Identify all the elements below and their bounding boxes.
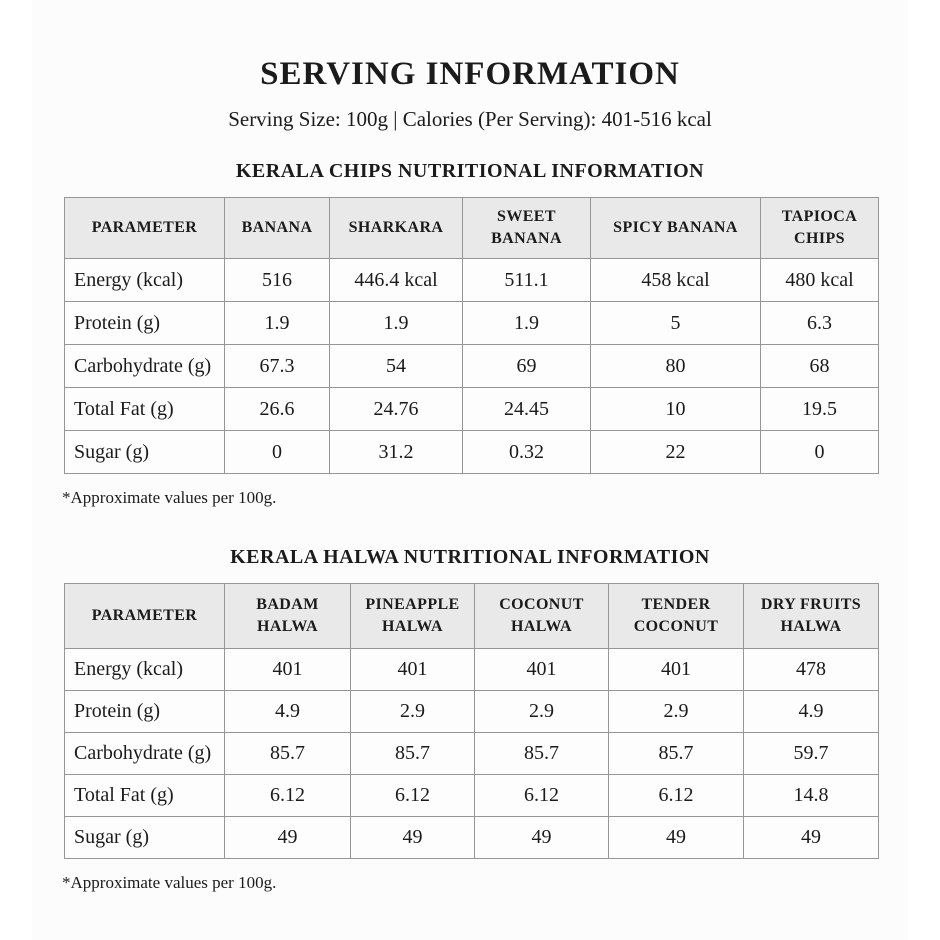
column-header-parameter: PARAMETER bbox=[65, 198, 225, 259]
data-cell: 1.9 bbox=[463, 302, 591, 345]
table-row-carbohydrate bbox=[65, 345, 879, 388]
row-label: Carbohydrate (g) bbox=[65, 733, 225, 775]
data-cell: 401 bbox=[351, 649, 475, 691]
column-header-tapioca-chips: TAPIOCA CHIPS bbox=[761, 198, 879, 259]
data-cell: 401 bbox=[475, 649, 609, 691]
data-cell: 446.4 kcal bbox=[330, 259, 463, 302]
column-header-coconut-halwa: COCONUT HALWA bbox=[475, 584, 609, 649]
data-cell: 31.2 bbox=[330, 431, 463, 474]
row-label: Energy (kcal) bbox=[65, 649, 225, 691]
halwa-header-row bbox=[65, 584, 879, 649]
column-header-dry-fruits-halwa: DRY FRUITS HALWA bbox=[744, 584, 879, 649]
data-cell: 49 bbox=[225, 817, 351, 859]
data-cell: 5 bbox=[591, 302, 761, 345]
data-cell: 4.9 bbox=[225, 691, 351, 733]
table-row-total-fat bbox=[65, 388, 879, 431]
data-cell: 511.1 bbox=[463, 259, 591, 302]
data-cell: 19.5 bbox=[761, 388, 879, 431]
serving-subtitle: Serving Size: 100g | Calories (Per Serving): 401-516 kcal bbox=[228, 107, 712, 131]
footnote-halwa: *Approximate values per 100g. bbox=[62, 873, 277, 892]
column-header-pineapple-halwa: PINEAPPLE HALWA bbox=[351, 584, 475, 649]
chips-header-row bbox=[65, 198, 879, 259]
data-cell: 516 bbox=[225, 259, 330, 302]
row-label: Energy (kcal) bbox=[65, 259, 225, 302]
data-cell: 49 bbox=[609, 817, 744, 859]
column-header-badam-halwa: BADAM HALWA bbox=[225, 584, 351, 649]
table-row-sugar bbox=[65, 817, 879, 859]
column-header-sharkara: SHARKARA bbox=[330, 198, 463, 259]
data-cell: 54 bbox=[330, 345, 463, 388]
table-row-energy bbox=[65, 259, 879, 302]
data-cell: 49 bbox=[475, 817, 609, 859]
data-cell: 401 bbox=[225, 649, 351, 691]
row-label: Sugar (g) bbox=[65, 431, 225, 474]
page-title: SERVING INFORMATION bbox=[260, 56, 680, 92]
data-cell: 6.12 bbox=[351, 775, 475, 817]
column-header-sweet-banana: SWEET BANANA bbox=[463, 198, 591, 259]
data-cell: 85.7 bbox=[351, 733, 475, 775]
data-cell: 2.9 bbox=[475, 691, 609, 733]
table-row-carbohydrate bbox=[65, 733, 879, 775]
data-cell: 22 bbox=[591, 431, 761, 474]
data-cell: 80 bbox=[591, 345, 761, 388]
data-cell: 1.9 bbox=[225, 302, 330, 345]
data-cell: 2.9 bbox=[609, 691, 744, 733]
column-header-spicy-banana: SPICY BANANA bbox=[591, 198, 761, 259]
data-cell: 6.12 bbox=[609, 775, 744, 817]
table-row-total-fat bbox=[65, 775, 879, 817]
column-header-tender-coconut: TENDER COCONUT bbox=[609, 584, 744, 649]
data-cell: 14.8 bbox=[744, 775, 879, 817]
data-cell: 59.7 bbox=[744, 733, 879, 775]
data-cell: 2.9 bbox=[351, 691, 475, 733]
content-panel bbox=[32, 0, 908, 940]
data-cell: 1.9 bbox=[330, 302, 463, 345]
halwa-nutrition-table bbox=[64, 583, 879, 859]
data-cell: 458 kcal bbox=[591, 259, 761, 302]
column-header-parameter: PARAMETER bbox=[65, 584, 225, 649]
section-title-chips: KERALA CHIPS NUTRITIONAL INFORMATION bbox=[235, 160, 705, 182]
data-cell: 85.7 bbox=[609, 733, 744, 775]
data-cell: 24.45 bbox=[463, 388, 591, 431]
table-row-protein bbox=[65, 691, 879, 733]
table-row-protein bbox=[65, 302, 879, 345]
data-cell: 401 bbox=[609, 649, 744, 691]
data-cell: 6.12 bbox=[225, 775, 351, 817]
row-label: Carbohydrate (g) bbox=[65, 345, 225, 388]
data-cell: 478 bbox=[744, 649, 879, 691]
data-cell: 67.3 bbox=[225, 345, 330, 388]
row-label: Protein (g) bbox=[65, 691, 225, 733]
row-label: Total Fat (g) bbox=[65, 775, 225, 817]
data-cell: 4.9 bbox=[744, 691, 879, 733]
data-cell: 0 bbox=[761, 431, 879, 474]
data-cell: 0.32 bbox=[463, 431, 591, 474]
data-cell: 68 bbox=[761, 345, 879, 388]
data-cell: 6.12 bbox=[475, 775, 609, 817]
data-cell: 85.7 bbox=[225, 733, 351, 775]
data-cell: 6.3 bbox=[761, 302, 879, 345]
data-cell: 24.76 bbox=[330, 388, 463, 431]
row-label: Total Fat (g) bbox=[65, 388, 225, 431]
data-cell: 49 bbox=[744, 817, 879, 859]
data-cell: 69 bbox=[463, 345, 591, 388]
data-cell: 480 kcal bbox=[761, 259, 879, 302]
column-header-banana: BANANA bbox=[225, 198, 330, 259]
row-label: Protein (g) bbox=[65, 302, 225, 345]
data-cell: 85.7 bbox=[475, 733, 609, 775]
row-label: Sugar (g) bbox=[65, 817, 225, 859]
chips-nutrition-table bbox=[64, 197, 879, 474]
table-row-energy bbox=[65, 649, 879, 691]
table-row-sugar bbox=[65, 431, 879, 474]
data-cell: 0 bbox=[225, 431, 330, 474]
data-cell: 26.6 bbox=[225, 388, 330, 431]
data-cell: 10 bbox=[591, 388, 761, 431]
section-title-halwa: KERALA HALWA NUTRITIONAL INFORMATION bbox=[230, 546, 710, 568]
data-cell: 49 bbox=[351, 817, 475, 859]
footnote-chips: *Approximate values per 100g. bbox=[62, 488, 277, 507]
